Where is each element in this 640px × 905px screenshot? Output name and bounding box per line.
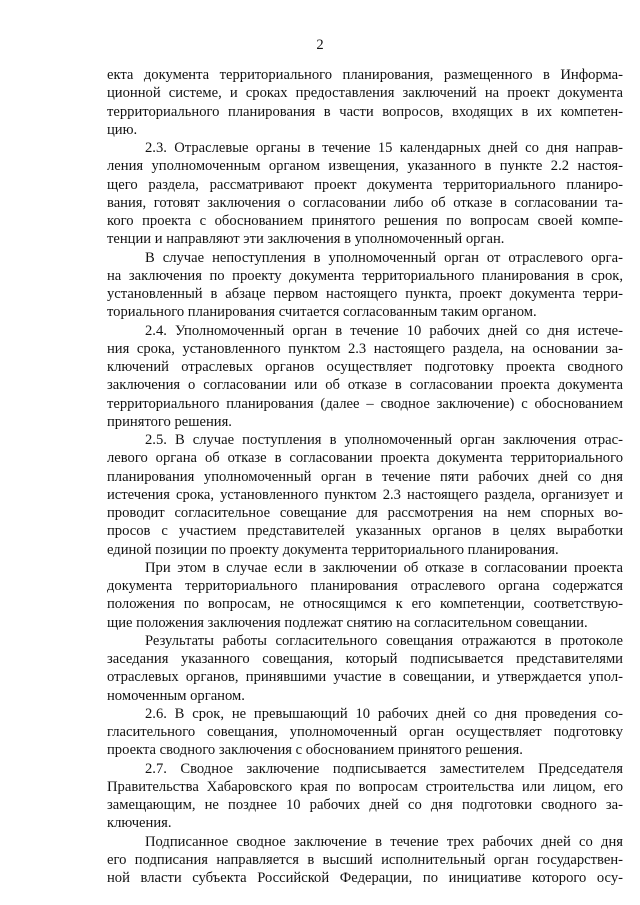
text-line: 2.4. Уполномоченный орган в течение 10 рабочих дней со дня истече- — [145, 322, 623, 339]
text-line: замещающим, не позднее 10 рабочих дней со дня подготовки сводного за- — [107, 797, 623, 813]
text-line: проводит согласительное совещание для рассмотрения на нем спорных во- — [107, 505, 623, 521]
text-line: Правительства Хабаровского края по вопросам строительства или лицом, его — [107, 778, 623, 795]
text-line: ключений отраслевых органов осуществляет подготовку проекта сводного — [107, 359, 623, 375]
text-line: планирования уполномоченный орган в течение пяти рабочих дней со дня — [107, 468, 623, 485]
text-line: В случае непоступления в уполномоченный орган от отраслевого орга- — [145, 249, 623, 266]
text-line: ционной системе, и сроках предоставления заключений на проект документа — [107, 85, 623, 102]
text-line: номоченным органом. — [107, 687, 245, 704]
text-line: Результаты работы согласительного совещания отражаются в протоколе — [145, 632, 623, 649]
text-line: гласительного совещания, уполномоченный орган осуществляет подготовку — [107, 724, 623, 740]
text-line: просов с участием представителей указанных органов в целях выработки — [107, 523, 623, 540]
text-line: Подписанное сводное заключение в течение трех рабочих дней со дня — [145, 833, 623, 850]
text-line: заключения о согласовании или об отказе в согласовании проекта документа — [107, 377, 623, 394]
text-line: 2.6. В срок, не превышающий 10 рабочих дней со дня проведения со- — [145, 705, 623, 722]
text-line: кого проекта с обоснованием принятого решения по вопросам своей компе- — [107, 213, 623, 229]
text-line: заседания указанного совещания, который подписывается представителями — [107, 651, 623, 667]
text-line: щего раздела, рассматривают проект документа территориального планиро- — [107, 176, 623, 193]
text-line: цию. — [107, 121, 138, 138]
text-line: положения по вопросам, не относящимся к его компетенции, соответствую- — [107, 596, 623, 613]
text-line: левого органа об отказе в согласовании проекта документа территориального — [107, 450, 623, 467]
text-line: 2.5. В случае поступления в уполномоченный орган заключения отрас- — [145, 432, 623, 448]
text-line: ления уполномоченным органом извещения, указанного в пункте 2.2 настоя- — [107, 158, 623, 175]
text-line: единой позиции по проекту документа территориального планирования. — [107, 541, 559, 558]
text-line: вания, готовят заключения о согласовании либо об отказе в согласовании та- — [107, 194, 623, 211]
text-line: территориального планирования (далее – сводное заключение) с обоснованием — [107, 395, 623, 412]
text-line: ториального планирования считается согласованным таким органом. — [107, 304, 537, 321]
text-line: отраслевых органов, принявшими участие в совещании, и утверждается упол- — [107, 669, 623, 686]
text-line: тенции и направляют эти заключения в уполномоченный орган. — [107, 231, 505, 248]
text-line: территориального планирования в части вопросов, входящих в их компетен- — [107, 103, 623, 120]
text-line: принятого решения. — [107, 413, 232, 430]
text-line: ния срока, установленного пунктом 2.3 настоящего раздела, на основании за- — [107, 340, 623, 357]
text-line: его подписания направляется в высший исполнительный орган государствен- — [107, 851, 623, 868]
text-line: ной власти субъекта Российской Федерации, по инициативе которого осу- — [107, 870, 623, 886]
page-number: 2 — [316, 37, 324, 53]
document-body — [107, 66, 623, 887]
text-line: При этом в случае если в заключении об отказе в согласовании проекта — [145, 559, 623, 576]
text-line: установленный в абзаце первом настоящего пункта, проект документа терри- — [107, 286, 623, 302]
text-line: проекта сводного заключения с обоснованием принятого решения. — [107, 742, 523, 759]
text-line: екта документа территориального планирования, размещенного в Информа- — [107, 67, 623, 83]
text-line: ключения. — [107, 815, 172, 832]
text-line: 2.3. Отраслевые органы в течение 15 календарных дней со дня направ- — [145, 140, 623, 156]
text-line: щие положения заключения подлежат снятию на согласительном совещании. — [107, 614, 588, 631]
text-line: истечения срока, установленного пунктом 2.3 настоящего раздела, организует и — [107, 486, 623, 503]
text-line: документа территориального планирования отраслевого органа содержатся — [107, 578, 623, 594]
text-line: 2.7. Сводное заключение подписывается заместителем Председателя — [145, 760, 623, 777]
text-line: на заключения по проекту документа территориального планирования в срок, — [107, 267, 623, 284]
